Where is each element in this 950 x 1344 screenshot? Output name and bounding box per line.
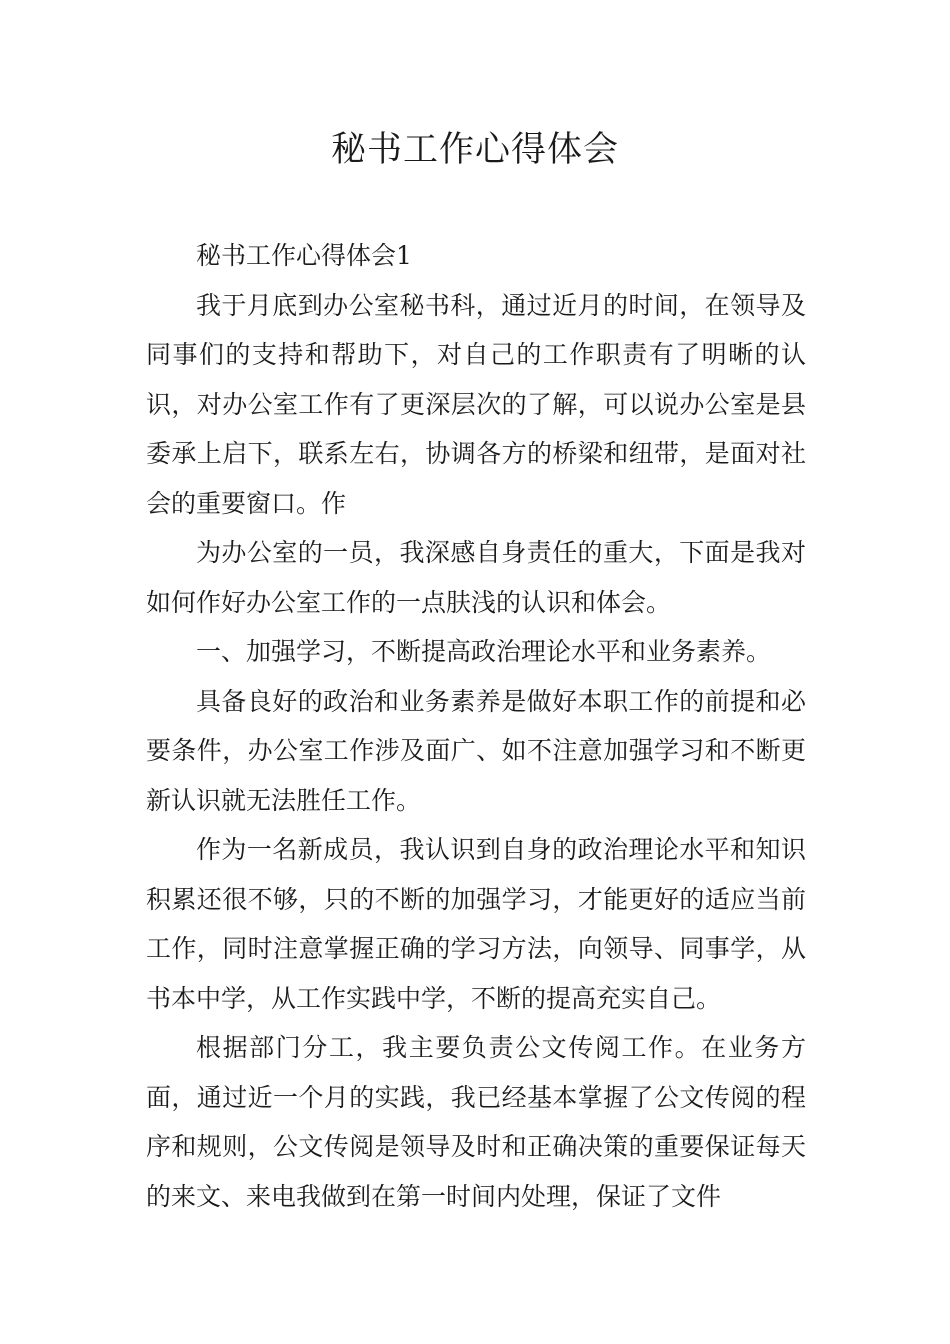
paragraph: 为办公室的一员，我深感自身责任的重大，下面是我对如何作好办公室工作的一点肤浅的认识和体会。 — [146, 538, 806, 617]
document-body — [146, 231, 806, 1221]
paragraph: 具备良好的政治和业务素养是做好本职工作的前提和必要条件，办公室工作涉及面广、如不注意加强学习和不断更新认识就无法胜任工作。 — [146, 686, 806, 815]
paragraph: 根据部门分工，我主要负责公文传阅工作。在业务方面，通过近一个月的实践，我已经基本掌握了公文传阅的程序和规则，公文传阅是领导及时和正确决策的重要保证每天的来文、来电我做到在第一时间内处理，保证了文件 — [146, 1033, 806, 1211]
document-title: 秘书工作心得体会 — [330, 130, 619, 170]
paragraph: 我于月底到办公室秘书科，通过近月的时间，在领导及同事们的支持和帮助下，对自己的工作职责有了明晰的认识，对办公室工作有了更深层次的了解，可以说办公室是县委承上启下，联系左右，协调各方的桥梁和纽带，是面对社会的重要窗口。作 — [146, 290, 806, 518]
paragraph-subheading: 一、加强学习，不断提高政治理论水平和业务素养。 — [196, 637, 772, 666]
paragraph-section-heading: 秘书工作心得体会1 — [196, 241, 412, 270]
paragraph: 作为一名新成员，我认识到自身的政治理论水平和知识积累还很不够，只的不断的加强学习，才能更好的适应当前工作，同时注意掌握正确的学习方法，向领导、同事学，从书本中学，从工作实践中学，不断的提高充实自己。 — [146, 835, 806, 1013]
